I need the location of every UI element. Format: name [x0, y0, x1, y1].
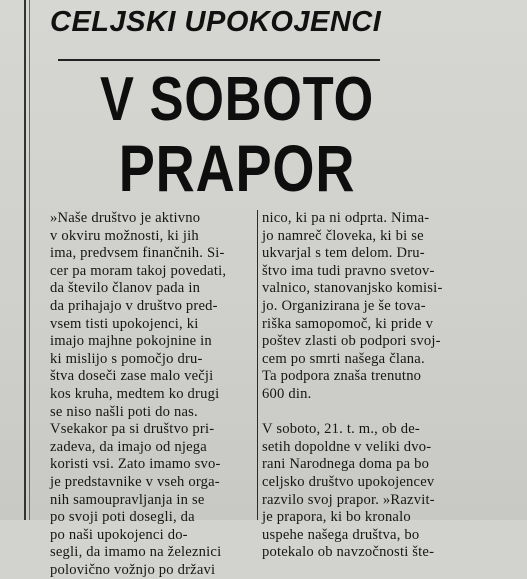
article-text-line: 600 din. [262, 385, 312, 402]
article-text-line: v okviru možnosti, ki jih [50, 227, 199, 244]
article-text-line: rani Narodnega doma pa bo [262, 456, 430, 473]
article-text-line: ki mislijo s pomočjo dru- [50, 350, 203, 367]
article-text-line: cer pa moram takoj povedati, [50, 262, 227, 279]
paragraph-gap [262, 404, 477, 422]
article-column-left [50, 210, 255, 579]
article-text-line: poštev zlasti ob podpori svoj- [262, 333, 441, 350]
article-text-line: V soboto, 21. t. m., ob de- [262, 421, 420, 438]
article-text-line: jo namreč človeka, ki bi se [262, 227, 424, 244]
article-text-line: »Naše društvo je aktivno [50, 210, 201, 226]
article-text-line: Vsekakor pa si društvo pri- [50, 421, 215, 438]
article-text-line: segli, da imamo na železnici [50, 544, 222, 561]
article-text-line: ukvarjal s tem delom. Dru- [262, 245, 425, 262]
left-border-rule [24, 0, 26, 520]
article-text-line: Ta podpora znaša trenutno [262, 368, 422, 385]
article-text-line: celjsko društvo upokojencev [262, 473, 435, 490]
article-column-right [262, 210, 477, 562]
article-text-line: polovično vožnjo po državi [50, 561, 216, 578]
article-text-line: štvo ima tudi pravno svetov- [262, 262, 435, 279]
headline-line-1: V SOBOTO [99, 65, 374, 134]
article-text-line: setih dopoldne v veliki dvo- [262, 438, 432, 455]
article-kicker: CELJSKI UPOKOJENCI [50, 6, 382, 38]
article-text-line: po svoji poti dosegli, da [50, 509, 195, 526]
article-text-line: jo. Organizirana je še tova- [262, 297, 426, 314]
article-text-line: je prapora, ki bo kronalo [262, 509, 411, 526]
kicker-underline [58, 59, 380, 61]
article-text-line: vsem tisti upokojenci, ki [50, 315, 199, 332]
article-text-line: potekalo ob navzočnosti šte- [262, 544, 435, 561]
article-text-line: nih samoupravljanja in se [50, 491, 205, 508]
article-text-line: se niso našli poti do nas. [50, 403, 198, 420]
article-text-line: nico, ki pa ni odprta. Nima- [262, 210, 430, 226]
article-text-line: kos kruha, medtem ko drugi [50, 385, 220, 402]
article-text-line: valnico, stanovanjsko komisi- [262, 280, 443, 297]
article-text-line: koristi vsi. Zato imamo svo- [50, 456, 221, 473]
column-divider [257, 210, 258, 520]
left-border-thin-rule [29, 0, 30, 520]
headline-line-2: PRAPOR [118, 131, 356, 205]
article-text-line: ima, predvsem finančnih. Si- [50, 245, 225, 262]
article-text-line: po naši upokojenci do- [50, 526, 188, 543]
article-text-line: riška samopomoč, ki pride v [262, 315, 434, 332]
article-text-line: zadeva, da imajo od njega [50, 438, 207, 455]
article-text-line: razvilo svoj prapor. »Razvit- [262, 491, 435, 508]
article-text-line: je predstavnike v vseh orga- [50, 473, 220, 490]
article-text-line: da število članov pada in [50, 280, 201, 297]
article-text-line: uspehe našega društva, bo [262, 526, 420, 543]
article-text-line: imajo majhne pokojnine in [50, 333, 212, 350]
article-text-line: štva doseči zase malo večji [50, 368, 214, 385]
article-text-line: da prihajajo v društvo pred- [50, 297, 218, 314]
article-text-line: cem po smrti našega člana. [262, 350, 425, 367]
